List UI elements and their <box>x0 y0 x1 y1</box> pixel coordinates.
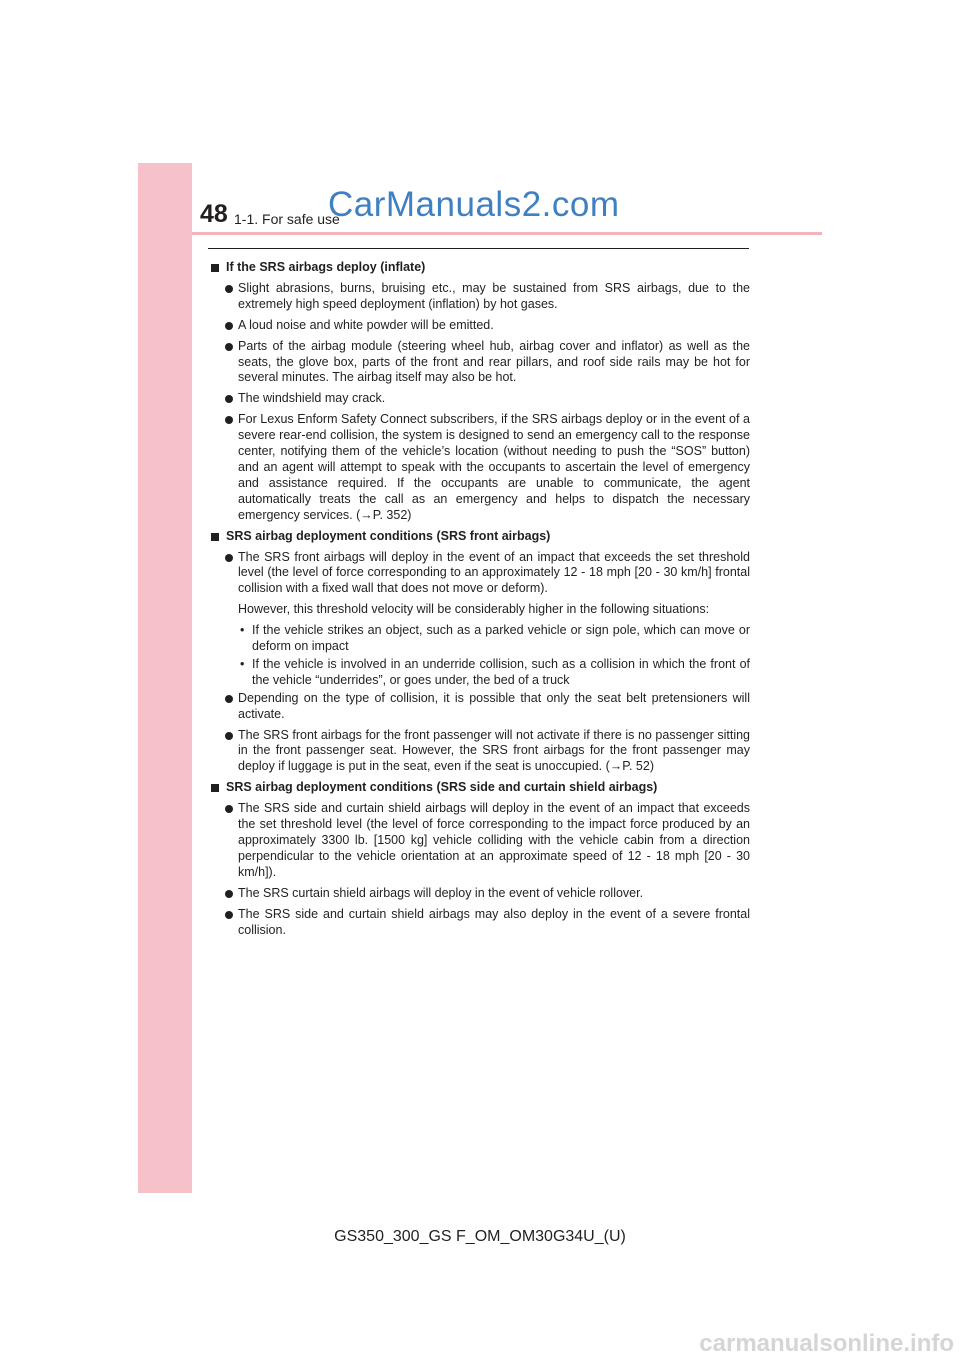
list-item: Depending on the type of collision, it is possible that only the seat belt pretensioners will activate. <box>210 691 750 723</box>
bullet-icon <box>225 911 233 919</box>
bullet-icon <box>225 554 233 562</box>
watermark-logo: CarManuals2.com <box>328 185 620 224</box>
bullet-icon <box>225 285 233 293</box>
list-item: Parts of the airbag module (steering wheel hub, airbag cover and inflator) as well as the seats, the glove box, parts of the front and rear pillars, and roof side rails may be hot for several minutes. The airbag itself may also be hot. <box>210 339 750 387</box>
bullet-icon: • <box>240 656 245 671</box>
content-rule <box>208 248 749 249</box>
list-item: The SRS side and curtain shield airbags may also deploy in the event of a severe frontal collision. <box>210 907 750 939</box>
list-item: The SRS front airbags will deploy in the event of an impact that exceeds the set threshold level (the level of force corresponding to an approximately 12 - 18 mph [20 - 30 km/h] frontal collision with a fixed wall that does not move or deform). <box>210 550 750 598</box>
section-heading: SRS airbag deployment conditions (SRS side and curtain shield airbags) <box>210 780 750 796</box>
bullet-icon <box>225 732 233 740</box>
bullet-icon <box>225 416 233 424</box>
square-bullet-icon <box>211 264 219 272</box>
list-item: The windshield may crack. <box>210 391 750 407</box>
page-number: 48 <box>200 200 228 228</box>
bullet-icon <box>225 805 233 813</box>
list-item: For Lexus Enform Safety Connect subscribers, if the SRS airbags deploy or in the event of a severe rear-end collision, the system is designed to send an emergency call to the response center, notifying them of the vehicle’s location (without needing to push the “SOS” button) and an agent will attempt to speak with the occupants to ascertain the level of emergency and assistance required. If the occupants are unable to communicate, the agent automatically treats the call as an emergency and helps to dispatch the necessary emergency services. (→P. 352) <box>210 412 750 523</box>
list-item: A loud noise and white powder will be emitted. <box>210 318 750 334</box>
header-rule <box>192 232 822 235</box>
section-heading: SRS airbag deployment conditions (SRS front airbags) <box>210 529 750 545</box>
section-title: 1-1. For safe use <box>234 211 340 227</box>
sub-item: • If the vehicle strikes an object, such as a parked vehicle or sign pole, which can move or deform on impact <box>240 623 750 654</box>
list-item: Slight abrasions, burns, bruising etc., may be sustained from SRS airbags, due to the extremely high speed deployment (inflation) by hot gases. <box>210 281 750 313</box>
bullet-icon: • <box>240 623 245 638</box>
bullet-icon <box>225 890 233 898</box>
bullet-icon <box>225 395 233 403</box>
square-bullet-icon <box>211 784 219 792</box>
footer-code: GS350_300_GS F_OM_OM30G34U_(U) <box>334 1228 626 1245</box>
square-bullet-icon <box>211 533 219 541</box>
list-item: The SRS side and curtain shield airbags will deploy in the event of an impact that exceeds the set threshold level (the level of force corresponding to the impact force produced by an approximately 3300 lb. [1500 kg] vehicle colliding with the vehicle cabin from a direction perpendicular to the vehicle orientation at an approximate speed of 12 - 18 mph [20 - 30 km/h]). <box>210 801 750 881</box>
sub-item: • If the vehicle is involved in an underride collision, such as a collision in which the front of the vehicle “underrides”, or goes under, the bed of a truck <box>240 656 750 687</box>
side-tab <box>138 163 192 1193</box>
list-item: The SRS front airbags for the front passenger will not activate if there is no passenger sitting in the front passenger seat. However, the SRS front airbags for the front passenger may deploy if luggage is put in the seat, even if the seat is unoccupied. (→P. 52) <box>210 728 750 776</box>
page-content <box>210 256 750 943</box>
bullet-icon <box>225 343 233 351</box>
footer-watermark: carmanualsonline.info <box>699 1330 954 1357</box>
section-heading: If the SRS airbags deploy (inflate) <box>210 260 750 276</box>
bullet-icon <box>225 695 233 703</box>
paragraph: However, this threshold velocity will be considerably higher in the following situations: <box>238 602 710 617</box>
list-item: The SRS curtain shield airbags will deploy in the event of vehicle rollover. <box>210 886 750 902</box>
bullet-icon <box>225 322 233 330</box>
